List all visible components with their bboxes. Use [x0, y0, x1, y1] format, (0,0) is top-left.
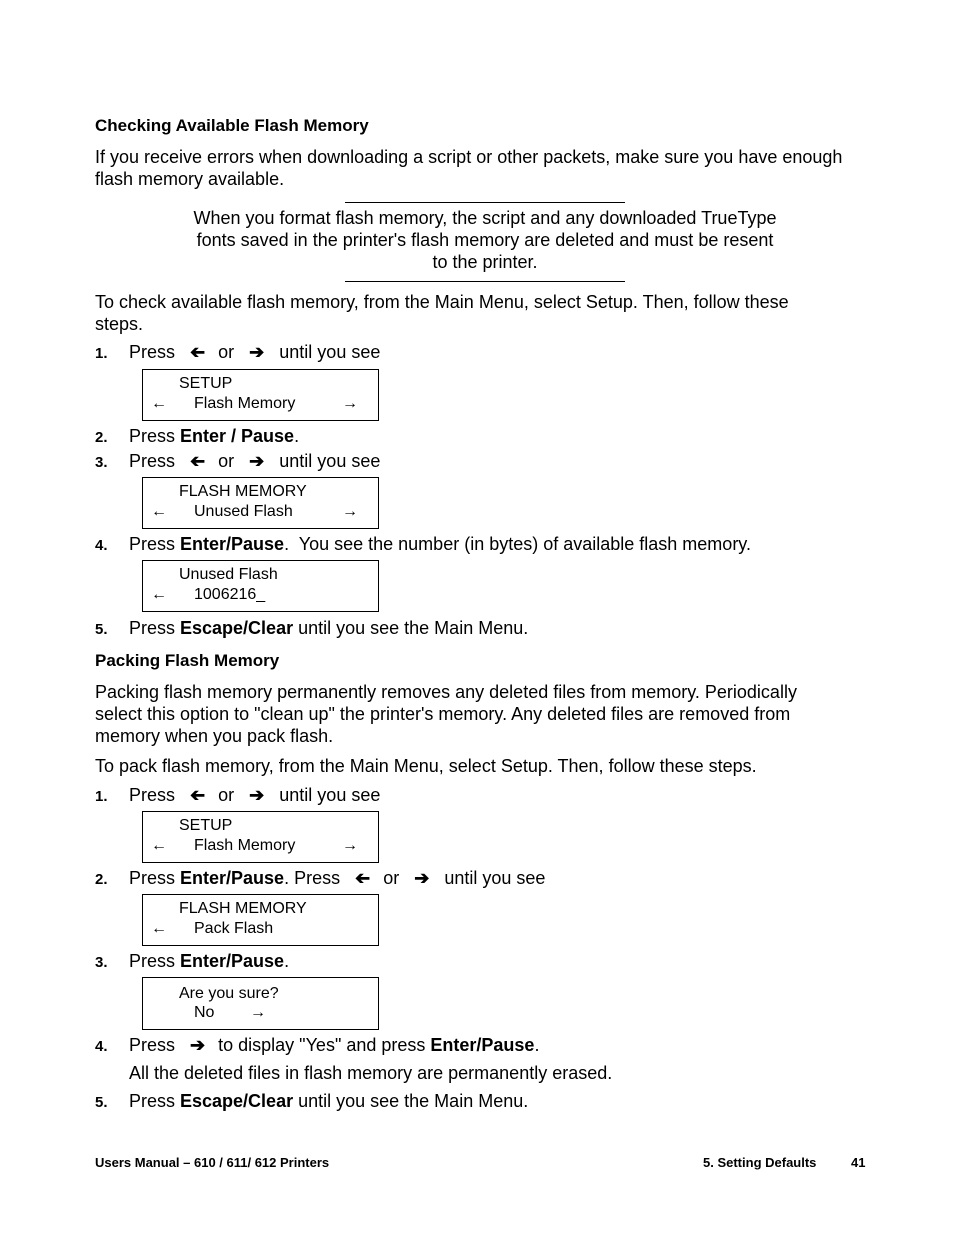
step-1-text — [129, 342, 380, 363]
lcd-display — [142, 811, 379, 863]
step-4-text — [129, 534, 751, 555]
right-arrow-icon: ➔ — [249, 342, 265, 362]
step-text: Press — [129, 1035, 176, 1055]
note-top-rule — [345, 202, 625, 203]
intro-line-2: flash memory available. — [95, 169, 285, 189]
step-number: 5. — [95, 621, 108, 638]
lcd-line-1: SETUP — [179, 375, 233, 392]
step-3-text — [129, 951, 289, 972]
step-text: . — [534, 1035, 540, 1055]
step-text: Press — [129, 951, 181, 971]
step-number: 1. — [95, 345, 108, 362]
step-key: Escape/Clear — [180, 618, 294, 638]
lcd-display — [142, 477, 379, 529]
lcd-display — [142, 560, 379, 612]
note-line-3: to the printer. — [432, 252, 538, 272]
step-5-text — [129, 1091, 528, 1112]
step-number: 4. — [95, 1038, 108, 1055]
right-arrow-icon: ➔ — [190, 1035, 206, 1055]
lead-line-1: To check available flash memory, from the Main Menu, select Setup. Then, follow these — [95, 292, 789, 312]
step-text: Press — [129, 451, 176, 471]
intro-line-1: If you receive errors when downloading a script or other packets, make sure you have enough — [95, 147, 843, 167]
step-5-text — [129, 618, 528, 639]
step-number: 3. — [95, 454, 108, 471]
lcd-line-1: Unused Flash — [179, 566, 278, 583]
right-arrow-icon: ➔ — [414, 868, 430, 888]
para-line-2: select this option to "clean up" the printer's memory. Any deleted files are removed from — [95, 704, 791, 724]
step-text: until you see — [444, 868, 546, 888]
lcd-line-1: Are you sure? — [179, 985, 279, 1002]
step-2-text — [129, 868, 545, 889]
step-text: until you see — [279, 785, 381, 805]
left-arrow-icon: ➔ — [355, 868, 371, 888]
step-3-text — [129, 451, 380, 472]
lcd-line-2: No — [194, 1004, 215, 1021]
step-text: Press — [129, 534, 181, 554]
left-arrow-icon: ➔ — [190, 342, 206, 362]
step-text: Press — [129, 868, 181, 888]
step-text: or — [218, 785, 235, 805]
note-bottom-rule — [345, 281, 625, 282]
lead-line-2: steps. — [95, 314, 144, 334]
lcd-line-2: Unused Flash — [194, 503, 293, 520]
footer-chapter: 5. Setting Defaults — [703, 1155, 817, 1170]
lcd-line-2: Flash Memory — [194, 395, 296, 412]
right-arrow-icon: → — [342, 503, 358, 520]
step-text: . — [284, 951, 290, 971]
lcd-display — [142, 894, 379, 946]
step-key: Enter/Pause — [180, 868, 285, 888]
step-text: until you see the Main Menu. — [293, 618, 529, 638]
step-text: . Press — [284, 868, 341, 888]
step-1-text — [129, 785, 380, 806]
step-key: Escape/Clear — [180, 1091, 294, 1111]
step-text: or — [383, 868, 400, 888]
right-arrow-icon: ➔ — [249, 451, 265, 471]
left-arrow-icon: ← — [151, 837, 167, 854]
lcd-display — [142, 369, 379, 421]
step-4-text — [129, 1035, 539, 1056]
note-line-2: fonts saved in the printer's flash memory are deleted and must be resent — [196, 230, 774, 250]
step-text: Press — [129, 342, 176, 362]
para-line-1: Packing flash memory permanently removes any deleted files from memory. Periodically — [95, 682, 797, 702]
right-arrow-icon: → — [342, 395, 358, 412]
step-number: 5. — [95, 1094, 108, 1111]
lcd-display — [142, 977, 379, 1030]
left-arrow-icon: ➔ — [190, 785, 206, 805]
lcd-line-2: 1006216_ — [194, 586, 266, 603]
left-arrow-icon: ← — [151, 920, 167, 937]
lead-line: To pack flash memory, from the Main Menu, select Setup. Then, follow these steps. — [95, 756, 757, 776]
step-text: or — [218, 342, 235, 362]
step-text: until you see — [279, 451, 381, 471]
step-text: . — [294, 426, 300, 446]
lcd-line-1: FLASH MEMORY — [179, 900, 307, 917]
footer-manual-title: Users Manual – 610 / 611/ 612 Printers — [95, 1155, 330, 1170]
step-text: Press — [129, 618, 181, 638]
step-text: Press — [129, 426, 181, 446]
right-arrow-icon: ➔ — [249, 785, 265, 805]
step-text: or — [218, 451, 235, 471]
right-arrow-icon: → — [342, 837, 358, 854]
lcd-line-2: Flash Memory — [194, 837, 296, 854]
step-key: Enter/Pause — [180, 534, 285, 554]
step-4-note: All the deleted files in flash memory are permanently erased. — [129, 1063, 613, 1083]
step-number: 2. — [95, 429, 108, 446]
lcd-line-1: SETUP — [179, 817, 233, 834]
step-2-text — [129, 426, 299, 447]
step-text: until you see the Main Menu. — [293, 1091, 529, 1111]
step-text: Press — [129, 1091, 181, 1111]
step-number: 4. — [95, 537, 108, 554]
step-text: to display "Yes" and press — [218, 1035, 431, 1055]
left-arrow-icon: ← — [151, 503, 167, 520]
lcd-line-1: FLASH MEMORY — [179, 483, 307, 500]
note-line-1: When you format flash memory, the script and any downloaded TrueType — [193, 208, 777, 228]
step-text: . You see the number (in bytes) of available flash memory. — [284, 534, 751, 554]
step-number: 3. — [95, 954, 108, 971]
step-key: Enter / Pause — [180, 426, 295, 446]
step-text: Press — [129, 785, 176, 805]
left-arrow-icon: ← — [151, 395, 167, 412]
section-heading-checking: Checking Available Flash Memory — [95, 116, 369, 135]
left-arrow-icon: ← — [151, 586, 167, 603]
step-key: Enter/Pause — [430, 1035, 535, 1055]
step-text: until you see — [279, 342, 381, 362]
step-number: 1. — [95, 788, 108, 805]
lcd-line-2: Pack Flash — [194, 920, 274, 937]
right-arrow-icon: → — [250, 1004, 266, 1021]
para-line-3: memory when you pack flash. — [95, 726, 334, 746]
left-arrow-icon: ➔ — [190, 451, 206, 471]
footer-page-number: 41 — [851, 1155, 866, 1170]
step-key: Enter/Pause — [180, 951, 285, 971]
step-number: 2. — [95, 871, 108, 888]
section-heading-packing: Packing Flash Memory — [95, 651, 280, 670]
